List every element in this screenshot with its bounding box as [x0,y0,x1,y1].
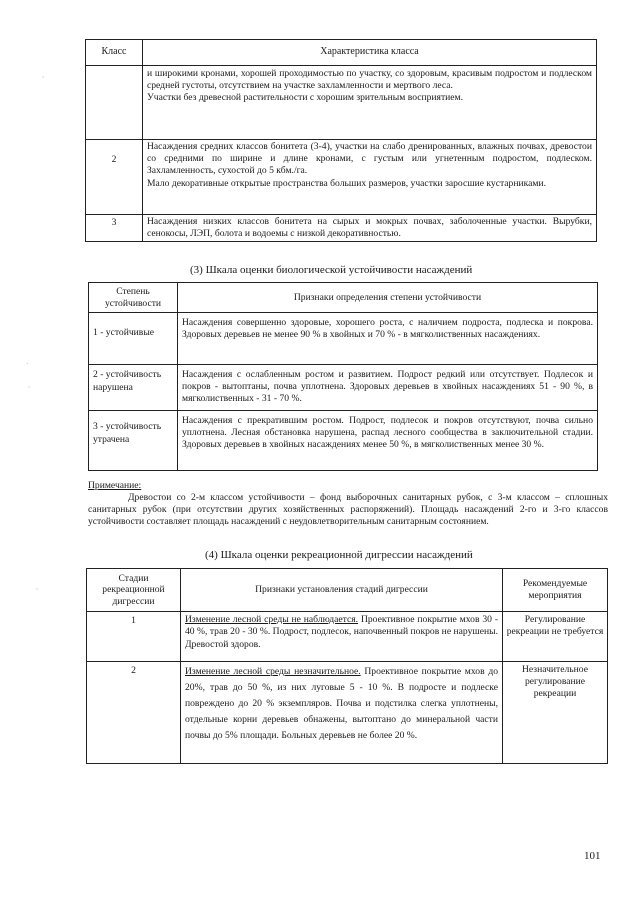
digression-signs: Изменение лесной среды не наблюдается. Проективное покрытие мхов 30 - 40 %, трав 20 - 30 %. Подрост, подлесок, напочвенный покров не нарушены. Древостой здоров. [181,612,503,662]
stability-grade: 3 - устойчивость утрачена [89,411,178,471]
table-row [86,215,597,242]
class-char-header: Характеристика класса [143,40,597,66]
recommendations-header: Рекомендуемые мероприятия [503,569,608,612]
recommendation: Незначительное регулирование рекреации [503,662,608,764]
stability-signs-header: Признаки определения степени устойчивости [178,283,598,313]
table-row [89,313,598,365]
stability-table [88,282,598,471]
scan-artifact: ˏ [42,70,45,78]
class-number: 2 [86,140,143,215]
note-block [88,480,608,528]
class-table [85,39,597,242]
note-label: Примечание: [88,480,142,491]
stability-grade: 1 - устойчивые [89,313,178,365]
class-description: и широкими кронами, хорошей проходимостью по участку, со здоровым, красивым подростом и подлеском средней густоты, отсутствием на участке захламленности и мертвого леса. Участки без древесной растительности с хорошим зрительным восприятием. [143,66,597,140]
table-row [86,66,597,140]
recreation-table [86,568,608,764]
table-row [86,140,597,215]
stability-signs: Насаждения совершенно здоровые, хорошего роста, с наличием подроста, подлеска и покрова. Здоровых деревьев не менее 90 % в хвойных и 70 % - в мягколиственных насаждениях. [178,313,598,365]
digression-signs-header: Признаки установления стадий дигрессии [181,569,503,612]
stability-signs: Насаждения с ослабленным ростом и развитием. Подрост редкий или отсутствует. Подлесок и покров - вытоптаны, почва уплотнена. Здоровых деревьев в хвойных насаждениях 51 - 90 %, в мягколиственных - 31 - 70 %. [178,365,598,411]
digression-lead: Изменение лесной среды незначительное. [185,666,361,677]
note-text: Древостои со 2-м классом устойчивости – фонд выборочных санитарных рубок, с 3-м классом – сплошных санитарных рубок (при отсутствии других хозяйственных распоряжений). Площадь насаждений 2-го и 3-го классов устойчивости составляет площадь насаждений с неудовлетворительным санитарным состоянием. [88,492,608,527]
class-description: Насаждения средних классов бонитета (3-4), участки на слабо дренированных, влажных почвах, древостои со средними по ширине и длине кронами, с густым или угнетенным подростом, подлеском. Захламленность, сухостой до 5 кбм./га. Мало декоративные открытые пространства больших размеров, участки заросшие кустарниками. [143,140,597,215]
stability-grade-header: Степень устойчивости [89,283,178,313]
digression-lead: Изменение лесной среды не наблюдается. [185,614,359,625]
digression-signs: Изменение лесной среды незначительное. Проективное покрытие мхов до 20%, трав до 50 %, из них луговые 5 - 10 %. В подросте и подлеске повреждено до 20 % экземпляров. Почва и подстилка слегка уплотнены, отдельные корни деревьев обнажены, вытоптано до минеральной части почвы до 5% площади. Больных деревьев не более 20 %. [181,662,503,764]
section-4-title: (4) Шкала оценки рекреационной дигрессии насаждений [205,549,473,561]
digression-stage: 1 [87,612,181,662]
table-row [87,612,608,662]
stability-signs: Насаждения с прекратившим ростом. Подрост, подлесок и покров отсутствуют, почва сильно уплотнена. Лесная обстановка нарушена, распад лесного сообщества в заключительной стадии. Здоровых деревьев в хвойных насаждениях менее 50 %, в мягколиственных менее 30 %. [178,411,598,471]
table-row [87,662,608,764]
class-header: Класс [86,40,143,66]
stability-grade: 2 - устойчивость нарушена [89,365,178,411]
digression-stage-header: Стадии рекреационной дигрессии [87,569,181,612]
recommendation: Регулирование рекреации не требуется [503,612,608,662]
page-number: 101 [584,850,601,862]
class-number [86,66,143,140]
class-number: 3 [86,215,143,242]
table-row [89,411,598,471]
table-row [89,365,598,411]
class-description: Насаждения низких классов бонитета на сырых и мокрых почвах, заболоченные участки. Вырубки, сенокосы, ЛЭП, болота и водоемы с низкой декоративностью. [143,215,597,242]
scan-artifact: ˏ [36,582,39,590]
digression-stage: 2 [87,662,181,764]
section-3-title: (3) Шкала оценки биологической устойчивости насаждений [190,264,473,276]
scan-artifact: ˏ [28,380,31,388]
scan-artifact: ˙ [26,362,29,370]
